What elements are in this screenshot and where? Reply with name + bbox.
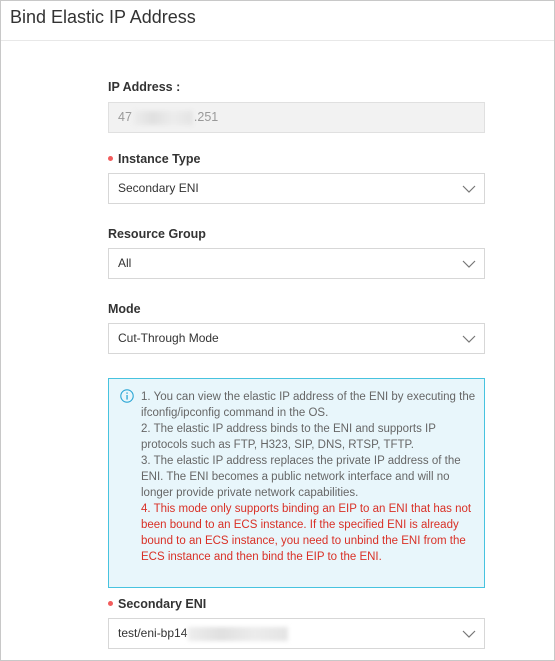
required-indicator xyxy=(108,156,113,161)
resource-group-value: All xyxy=(118,256,132,270)
dialog-title: Bind Elastic IP Address xyxy=(10,7,196,27)
secondary-eni-label-text: Secondary ENI xyxy=(118,597,207,611)
secondary-eni-value: test/eni-bp14 xyxy=(118,626,188,640)
info-warning: 4. This mode only supports binding an EIP to an ENI that has not been bound to an ECS instance. If the specified ENI is already bound to an ECS instance, you need to unbind the ENI from the ECS instance and then bind the EIP to the ENI. xyxy=(141,503,472,563)
secondary-eni-select[interactable] xyxy=(108,618,485,649)
info-text xyxy=(141,389,477,565)
required-indicator xyxy=(108,601,113,606)
ip-address-field xyxy=(108,102,485,133)
resource-group-label: Resource Group xyxy=(108,227,206,241)
instance-type-select[interactable] xyxy=(108,173,485,204)
info-line-1: 1. You can view the elastic IP address of the ENI by executing the ifconfig/ipconfig command in the OS. xyxy=(141,391,476,419)
secondary-eni-label xyxy=(108,597,206,611)
info-line-2: 2. The elastic IP address binds to the ENI and supports IP protocols such as FTP, H323, SIP, DNS, RTSP, TFTP. xyxy=(141,423,436,451)
mode-value: Cut-Through Mode xyxy=(118,331,219,345)
mode-label: Mode xyxy=(108,302,141,316)
info-icon xyxy=(120,389,134,403)
chevron-down-icon xyxy=(462,332,476,346)
chevron-down-icon xyxy=(462,627,476,641)
ip-address-masked xyxy=(133,111,193,125)
info-line-3: 3. The elastic IP address replaces the private IP address of the ENI. The ENI becomes a public network interface and will no longer provide private network capabilities. xyxy=(141,455,461,499)
ip-address-label: IP Address : xyxy=(108,80,181,94)
mode-info-notice xyxy=(108,378,485,588)
resource-group-select[interactable] xyxy=(108,248,485,279)
instance-type-label-text: Instance Type xyxy=(118,152,201,166)
ip-address-suffix: .251 xyxy=(193,110,219,124)
ip-address-prefix: 47 xyxy=(118,110,132,124)
secondary-eni-masked xyxy=(188,627,288,641)
instance-type-value: Secondary ENI xyxy=(118,181,199,195)
chevron-down-icon xyxy=(462,257,476,271)
mode-select[interactable] xyxy=(108,323,485,354)
instance-type-label xyxy=(108,152,200,166)
dialog-header xyxy=(1,1,554,41)
chevron-down-icon xyxy=(462,182,476,196)
